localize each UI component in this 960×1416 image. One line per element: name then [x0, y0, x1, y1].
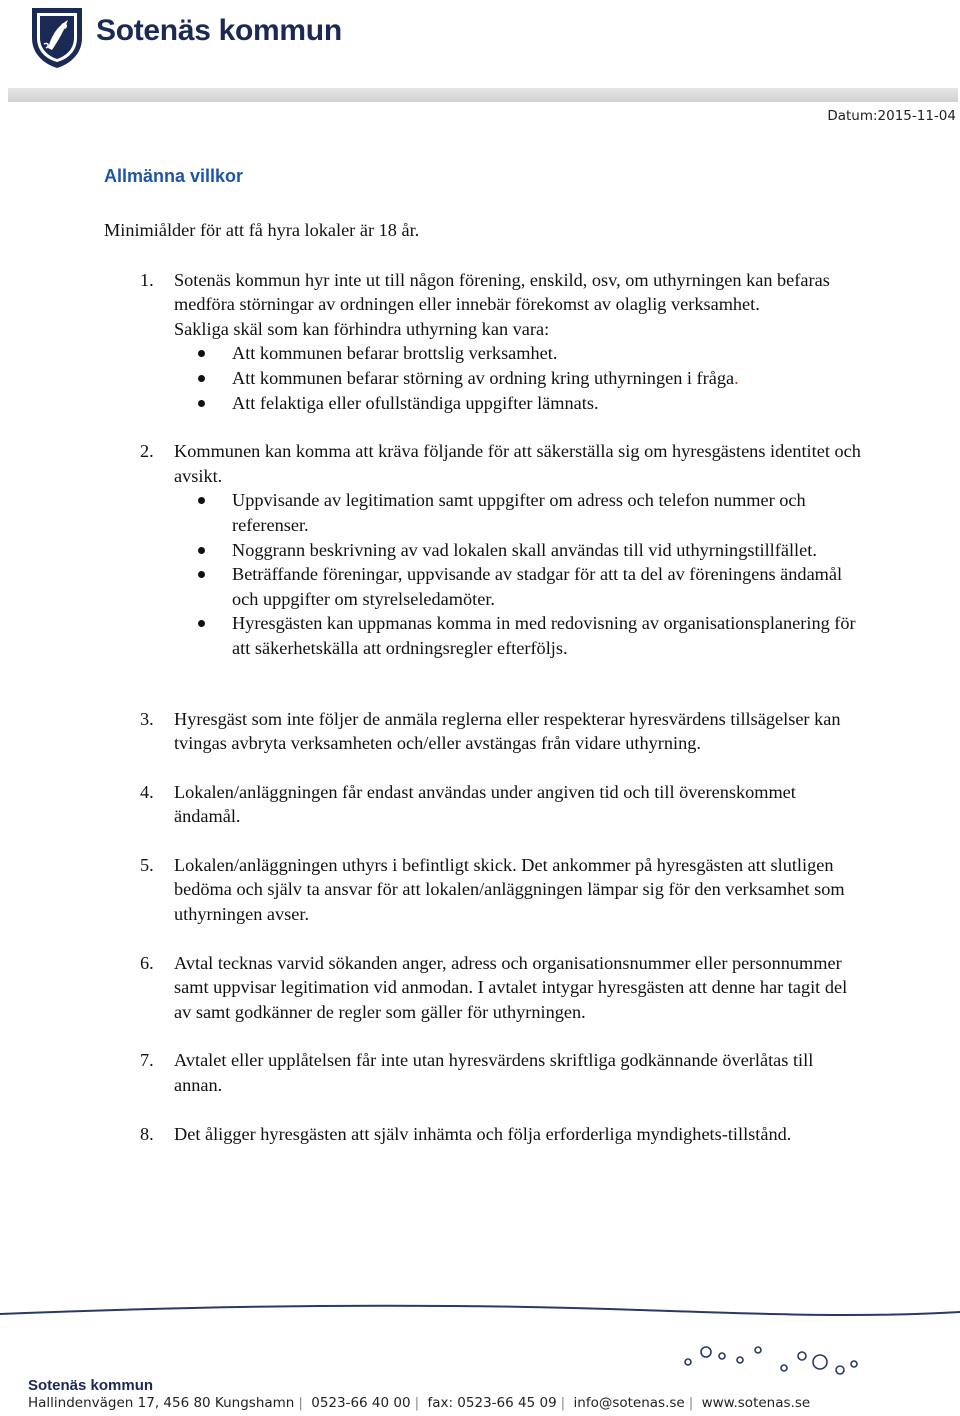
document-date — [827, 108, 956, 124]
item-number: 3. — [140, 708, 154, 729]
item-text: Hyresgäst som inte följer de anmäla reglerna eller respekterar hyresvärdens tillsägelser kan tvingas avbryta verksamheten och/eller avstängas från vidare uthyrning. — [174, 708, 841, 754]
list-item — [104, 853, 864, 927]
bullet-item: Uppvisande av legitimation samt uppgifter om adress och telefon nummer och referenser. — [174, 488, 864, 537]
bullet-item: Att kommunen befarar störning av ordning kring uthyrningen i fråga. — [174, 366, 864, 391]
document-body — [104, 218, 864, 1170]
header-divider — [8, 88, 958, 102]
footer-web-link[interactable]: www.sotenas.se — [701, 1395, 811, 1411]
footer-phone: 0523-66 40 00 — [311, 1395, 411, 1411]
footer-contact: Hallindenvägen 17, 456 80 Kungshamn | 0523-66 40 00 | fax: 0523-66 45 09 | info@sotenas.se | www.sotenas.se — [28, 1395, 811, 1411]
bullet-item: Beträffande föreningar, uppvisande av stadgar för att ta del av föreningens ändamål och uppgifter om styrelseledamöter. — [174, 562, 864, 611]
date-value: 2015-11-04 — [877, 108, 956, 124]
item-text: Lokalen/anläggningen uthyrs i befintligt skick. Det ankommer på hyresgästen att slutligen bedöma och själv ta ansvar för att lokalen/anläggningen lämpar sig för den verksamhet som uthyrningen avser. — [174, 854, 845, 925]
item-subintro: Sakliga skäl som kan förhindra uthyrning kan vara: — [174, 318, 550, 339]
bullet-icon — [198, 571, 205, 578]
sotenas-crest-logo — [28, 4, 86, 70]
page-header — [0, 0, 960, 124]
bullet-icon — [198, 400, 205, 407]
list-item — [104, 707, 864, 756]
item-number: 4. — [140, 781, 154, 802]
red-period: . — [734, 367, 739, 388]
bullet-list — [174, 488, 864, 660]
item-number: 2. — [140, 441, 154, 462]
item-number: 5. — [140, 854, 154, 875]
bullet-item: Noggrann beskrivning av vad lokalen skall användas till vid uthyrningstillfället. — [174, 538, 864, 563]
footer-org-name: Sotenäs kommun — [28, 1377, 154, 1394]
intro-text: Minimiålder för att få hyra lokaler är 18 år. — [104, 220, 420, 240]
date-label: Datum: — [827, 108, 878, 124]
item-text: Sotenäs kommun hyr inte ut till någon förening, enskild, osv, om uthyrningen kan befaras medföra störningar av ordningen eller innebär förekomst av olaglig verksamhet. — [174, 269, 830, 315]
bullet-item: Att felaktiga eller ofullständiga uppgifter lämnats. — [174, 391, 864, 416]
item-number: 7. — [140, 1050, 154, 1071]
item-text: Det åligger hyresgästen att själv inhämta och följa erforderliga myndighets-tillstånd. — [174, 1123, 792, 1144]
list-item — [104, 268, 864, 416]
bullet-icon — [198, 350, 205, 357]
bullet-item: Att kommunen befarar brottslig verksamhet. — [174, 341, 864, 366]
list-item — [104, 1122, 864, 1147]
item-number: 6. — [140, 952, 154, 973]
org-name: Sotenäs kommun — [96, 14, 342, 47]
footer-wave-divider — [0, 1296, 960, 1326]
footer-email-link[interactable]: info@sotenas.se — [573, 1395, 685, 1411]
item-text: Avtalet eller upplåtelsen får inte utan hyresvärdens skriftliga godkännande överlåtas till annan. — [174, 1050, 814, 1096]
bullet-icon — [198, 620, 205, 627]
bullet-icon — [198, 497, 205, 504]
list-item — [104, 439, 864, 660]
page-title: Allmänna villkor — [104, 166, 244, 186]
bullet-list — [174, 341, 864, 415]
bullet-item: Hyresgästen kan uppmanas komma in med redovisning av organisationsplanering för att säkerhetskälla att ordningsregler efterföljs. — [174, 611, 864, 660]
list-item — [104, 951, 864, 1025]
bullet-icon — [198, 375, 205, 382]
bullet-icon — [198, 547, 205, 554]
item-number: 1. — [140, 269, 154, 290]
item-text: Kommunen kan komma att kräva följande för att säkerställa sig om hyresgästens identitet och avsikt. — [174, 441, 861, 486]
item-number: 8. — [140, 1123, 154, 1144]
list-item — [104, 780, 864, 829]
item-text: Avtal tecknas varvid sökanden anger, adress och organisationsnummer eller personnummer samt uppvisar legitimation vid anmodan. I avtalet intygar hyresgästen att denne har tagit del av samt godkänner de regler som gäller för uthyrningen. — [174, 952, 848, 1022]
item-text: Lokalen/anläggningen får endast användas under angiven tid och till överenskommet ändamål. — [174, 781, 796, 827]
footer-fax: fax: 0523-66 45 09 — [427, 1395, 557, 1411]
bubbles-decoration — [680, 1334, 860, 1384]
list-item — [104, 1048, 864, 1097]
footer-address: Hallindenvägen 17, 456 80 Kungshamn — [28, 1395, 295, 1411]
